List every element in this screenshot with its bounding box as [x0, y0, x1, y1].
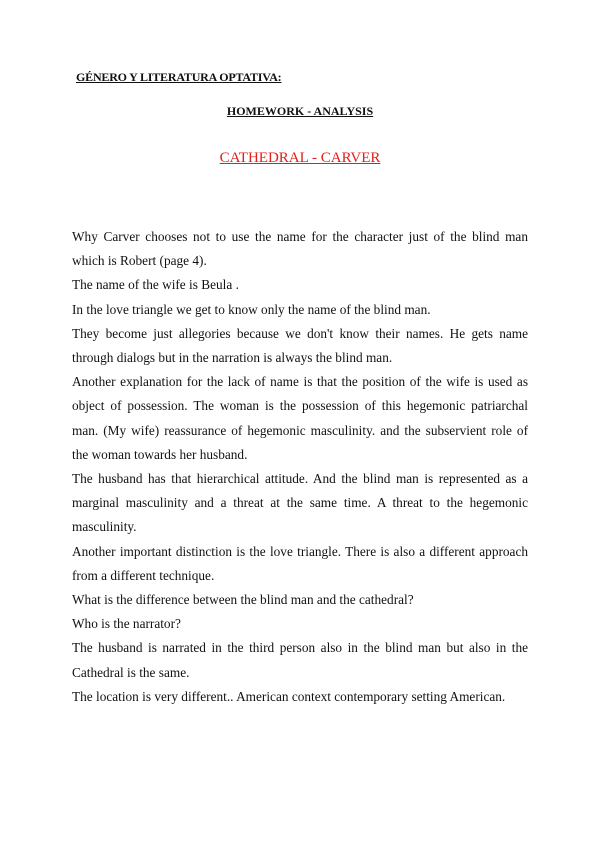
document-title-text: CATHEDRAL - CARVER	[219, 150, 381, 166]
paragraph: Another explanation for the lack of name is that the position of the wife is used as object of possession. The woman is the possession of this hegemonic patriarchal man. (My wife) reassurance of hegemonic masculinity. and the subservient role of the woman towards her husband.	[72, 374, 528, 462]
paragraph: Another important distinction is the love triangle. There is also a different approach from a different technique.	[72, 543, 528, 583]
paragraph: The husband is narrated in the third person also in the blind man but also in the Cathedral is the same.	[72, 640, 528, 680]
course-heading: GÉNERO Y LITERATURA OPTATIVA:	[76, 70, 282, 84]
paragraph: The name of the wife is Beula .	[72, 277, 239, 293]
document-body	[72, 225, 528, 709]
paragraph: They become just allegories because we don't know their names. He gets name through dialogs but in the narration is always the blind man.	[72, 325, 528, 366]
paragraph: Who is the narrator?	[72, 616, 181, 632]
document-title	[0, 150, 600, 167]
assignment-heading	[0, 104, 600, 119]
paragraph: Why Carver chooses not to use the name for the character just of the blind man which is Robert (page 4).	[72, 229, 528, 269]
paragraph: In the love triangle we get to know only the name of the blind man.	[72, 301, 431, 317]
paragraph: The husband has that hierarchical attitude. And the blind man is represented as a marginal masculinity and a threat at the same time. A threat to the hegemonic masculinity.	[72, 471, 528, 535]
paragraph: What is the difference between the blind man and the cathedral?	[72, 592, 414, 608]
assignment-heading-text: HOMEWORK - ANALYSIS	[226, 104, 374, 118]
paragraph: The location is very different.. American context contemporary setting American.	[72, 688, 506, 704]
